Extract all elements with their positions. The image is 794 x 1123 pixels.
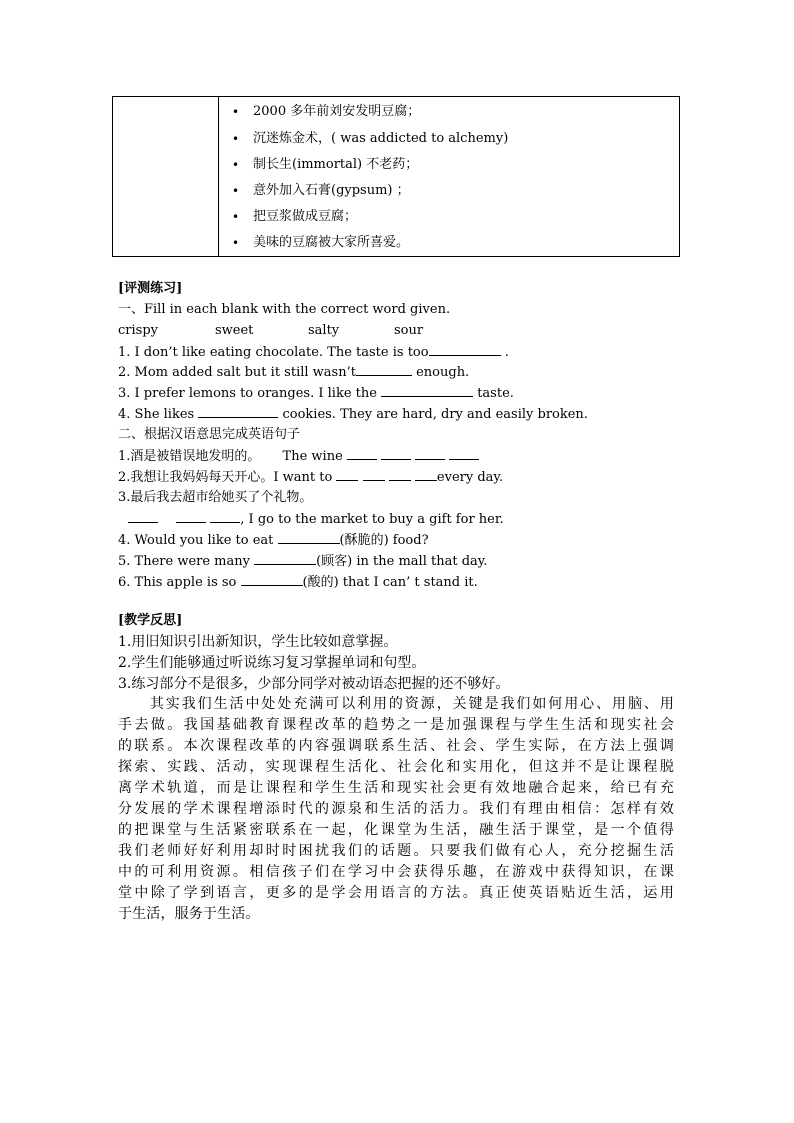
question-1 — [118, 342, 509, 363]
answer-blank[interactable] — [336, 467, 358, 481]
bullet-text: 2000 多年前刘安发明豆腐； — [253, 104, 421, 119]
translate-en: The wine — [282, 449, 343, 464]
part2-title: 二、根据汉语意思完成英语句子 — [118, 427, 301, 442]
paragraph-line: 的联系。本次课程改革的内容强调联系生活、社会、学生实际，在方法上强调 — [118, 738, 674, 754]
paragraph-line: 我们老师好好利用却时时困扰我们的话题。只要我们做有心人，充分挖掘生活 — [118, 843, 674, 859]
answer-blank[interactable] — [449, 446, 479, 460]
question-text: 5. There were many — [118, 554, 255, 569]
bullet-list — [219, 97, 679, 256]
translate-en: I want to — [273, 470, 333, 485]
question-2 — [118, 362, 469, 383]
bullet-text: 制长生(immortal) 不老药； — [253, 157, 419, 172]
question-end: enough. — [411, 365, 470, 380]
lesson-table — [112, 96, 680, 257]
question-end: (酥脆的) food? — [339, 533, 429, 548]
translate-en: , I go to the market to buy a gift for her. — [240, 512, 504, 527]
question-5 — [118, 530, 429, 551]
paragraph-line: 于生活，服务于生活。 — [118, 906, 260, 922]
question-7 — [118, 572, 478, 593]
question-text: 3. I prefer lemons to oranges. I like the — [118, 386, 382, 401]
answer-blank[interactable] — [241, 572, 303, 586]
bullet-text: 意外加入石膏(gypsum) ； — [253, 183, 410, 198]
translate-2 — [118, 467, 503, 488]
translate-1 — [118, 446, 479, 467]
bullet-icon: • — [232, 236, 240, 250]
question-end: . — [500, 345, 509, 360]
paragraph-line: 中的可利用资源。相信孩子们在学习中会获得乐趣，在游戏中获得知识，在课 — [118, 864, 674, 880]
paragraph-line: 离学术轨道，而是让课程和学生生活和现实社会更有效地融合起来，给已有充 — [118, 780, 674, 796]
translate-cn: 2.我想让我妈妈每天开心。 — [118, 470, 274, 485]
answer-blank[interactable] — [363, 467, 385, 481]
bullet-icon: • — [232, 184, 240, 198]
question-end: (顾客) in the mall that day. — [316, 554, 488, 569]
answer-blank[interactable] — [347, 446, 377, 460]
paragraph-line: 的把课堂与生活紧密联系在一起，化课堂为生活，融生活于课堂，是一个值得 — [118, 822, 674, 838]
question-6 — [118, 551, 488, 572]
reflection-heading: [教学反思] — [118, 613, 183, 628]
bullet-icon: • — [232, 158, 240, 172]
word-option: sour — [394, 323, 424, 338]
question-text: 2. Mom added salt but it still wasn’t — [118, 365, 356, 380]
answer-blank[interactable] — [278, 530, 340, 544]
answer-blank[interactable] — [176, 509, 206, 523]
paragraph-line: 探索、实践、活动，实现课程生活化、社会化和实用化，但这并不是让课程脱 — [118, 759, 674, 775]
answer-blank[interactable] — [389, 467, 411, 481]
translate-3-en — [118, 509, 504, 530]
answer-blank[interactable] — [415, 467, 437, 481]
question-3 — [118, 383, 514, 404]
translate-end: every day. — [436, 470, 504, 485]
answer-blank[interactable] — [254, 551, 316, 565]
paragraph-line: 分发展的学术课程增添时代的源泉和生活的活力。我们有理由相信：怎样有效 — [118, 801, 674, 817]
paragraph-line: 手去做。我国基础教育课程改革的趋势之一是加强课程与学生生活和现实社会 — [118, 717, 674, 733]
reflection-item: 1.用旧知识引出新知识，学生比较如意掌握。 — [118, 634, 398, 650]
translate-3-cn: 3.最后我去超市给她买了个礼物。 — [118, 490, 313, 505]
answer-blank[interactable] — [198, 404, 278, 418]
answer-blank[interactable] — [381, 383, 473, 397]
word-option: sweet — [215, 323, 254, 338]
word-option: crispy — [118, 323, 158, 338]
list-item — [219, 231, 679, 255]
answer-blank[interactable] — [210, 509, 240, 523]
word-option: salty — [308, 323, 340, 338]
answer-blank[interactable] — [381, 446, 411, 460]
question-end: (酸的) that I can’ t stand it. — [302, 575, 478, 590]
part1-title: 一、Fill in each blank with the correct word given. — [118, 302, 451, 317]
reflection-item: 2.学生们能够通过听说练习复习掌握单词和句型。 — [118, 655, 426, 671]
answer-blank[interactable] — [128, 509, 158, 523]
list-item — [219, 205, 679, 229]
reflection-paragraph — [118, 694, 674, 925]
list-item — [219, 153, 679, 177]
paragraph-line: 其实我们生活中处处充满可以利用的资源，关键是我们如何用心、用脑、用 — [118, 696, 674, 712]
question-text: 6. This apple is so — [118, 575, 241, 590]
question-end: taste. — [473, 386, 514, 401]
bullet-icon: • — [232, 210, 240, 224]
list-item — [219, 100, 679, 124]
bullet-icon: • — [232, 105, 240, 119]
exercise-heading: [评测练习] — [118, 281, 183, 296]
answer-blank[interactable] — [429, 342, 501, 356]
answer-blank[interactable] — [356, 362, 412, 376]
question-text: 4. She likes — [118, 407, 199, 422]
word-bank — [118, 321, 438, 341]
paragraph-line: 堂中除了学到语言，更多的是学会用语言的方法。真正使英语贴近生活，运用 — [118, 885, 674, 901]
bullet-text: 把豆浆做成豆腐； — [253, 209, 358, 224]
bullet-text: 沉迷炼金术，( was addicted to alchemy) — [253, 131, 509, 146]
question-text: 1. I don’t like eating chocolate. The taste is too — [118, 345, 429, 360]
reflection-item: 3.练习部分不是很多，少部分同学对被动语态把握的还不够好。 — [118, 676, 510, 692]
list-item — [219, 127, 679, 151]
question-4 — [118, 404, 588, 425]
bullet-icon: • — [232, 132, 240, 146]
list-item — [219, 179, 679, 203]
bullet-text: 美味的豆腐被大家所喜爱。 — [253, 235, 410, 250]
translate-cn: 1.酒是被错误地发明的。 — [118, 449, 261, 464]
question-end: cookies. They are hard, dry and easily broken. — [278, 407, 588, 422]
question-text: 4. Would you like to eat — [118, 533, 278, 548]
answer-blank[interactable] — [415, 446, 445, 460]
